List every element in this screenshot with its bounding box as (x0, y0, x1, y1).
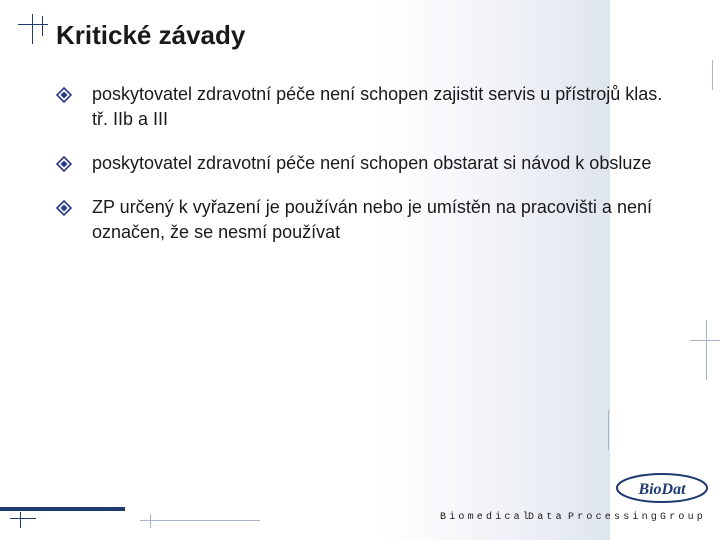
footer-word: Data (528, 512, 565, 523)
corner-line-top-v (32, 14, 33, 44)
bottom-line-left-h (10, 518, 36, 519)
bottom-bar-thick (0, 507, 125, 511)
bullet-text: poskytovatel zdravotní péče není schopen zajistit servis u přístrojů klas. tř. IIb a III (92, 84, 663, 129)
logo-text: BioDat (638, 481, 686, 498)
bullet-item (56, 82, 666, 132)
bottom-line-mid-h (140, 520, 260, 521)
corner-line-top-v2 (42, 16, 43, 36)
corner-line-top-h (18, 24, 48, 25)
bullet-text: ZP určený k vyřazení je používán nebo je umístěn na pracovišti a není označen, že se nesmí používat (92, 197, 652, 242)
biodat-logo (612, 470, 712, 510)
footer-word: Processing (568, 512, 661, 523)
right-line-h (690, 340, 720, 341)
diamond-bullet-icon (56, 87, 72, 103)
footer-word: Group (660, 512, 707, 523)
bottom-line-mid-v (150, 514, 151, 528)
right-line-v2 (706, 320, 707, 380)
diamond-bullet-icon (56, 200, 72, 216)
page-title: Kritické závady (56, 20, 246, 50)
footer-word: Biomedical (440, 512, 533, 523)
right-line-v (712, 60, 713, 90)
diamond-bullet-icon (56, 156, 72, 172)
right-line-v3 (608, 410, 609, 450)
bullet-item (56, 151, 666, 176)
bottom-line-left-v (20, 512, 21, 528)
bullet-item (56, 195, 666, 245)
bullet-list (56, 82, 666, 264)
bullet-text: poskytovatel zdravotní péče není schopen obstarat si návod k obsluze (92, 153, 652, 173)
